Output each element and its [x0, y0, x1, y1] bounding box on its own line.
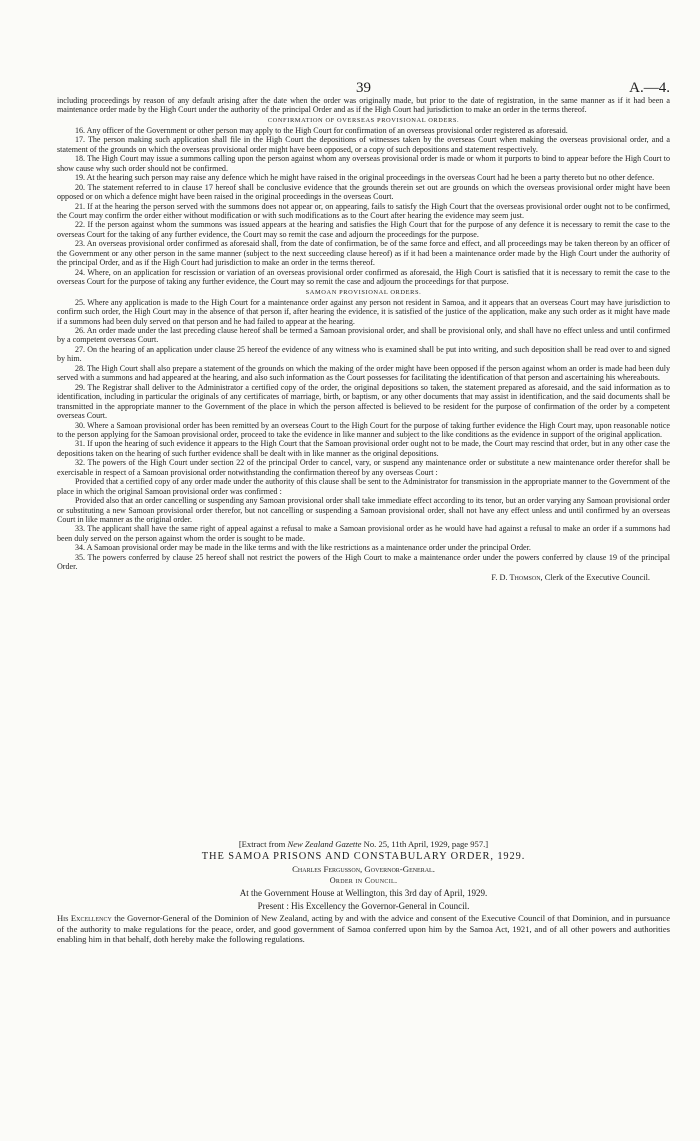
section-heading-samoan: SAMOAN PROVISIONAL ORDERS. [305, 288, 422, 296]
clause-paragraph: 31. If upon the hearing of such evidence it appears to the High Court that the Samoan provisional order ought not to be made, the Court may rescind that order, but in any other case the depositions taken on the hearing of such further evidence shall be dealt with in like manner as the original depositions. [57, 439, 670, 458]
clause-paragraph: 35. The powers conferred by clause 25 hereof shall not restrict the powers of the High Court to make a maintenance order under the powers conferred by clause 19 of the principal Order. [57, 552, 670, 572]
extract-line: [Extract from New Zealand Gazette No. 25, 11th April, 1929, page 957.] [238, 839, 489, 849]
regulations-body [57, 96, 670, 583]
present-line: Present : His Excellency the Governor-General in Council. [257, 900, 470, 911]
order-in-council: Order in Council. [329, 876, 398, 885]
clause-paragraph: 17. The person making such application shall file in the High Court the depositions of witnesses taken by the overseas Court when making the overseas provisional order, and a statement of the grounds on which the overseas provisional order might have been opposed, or a copy of such depositions and statement respectively. [57, 135, 670, 154]
clause-paragraph: 33. The applicant shall have the same right of appeal against a refusal to make a Samoan provisional order as he would have had against a refusal to make an order if a summons had been duly served on the person against whom the order is sought to be made. [57, 524, 670, 543]
signature [57, 573, 670, 584]
place-date: At the Government House at Wellington, this 3rd day of April, 1929. [239, 888, 488, 898]
clause-paragraph: 21. If at the hearing the person served with the summons does not appear or, on appearing, fails to satisfy the High Court that the overseas provisional order ought not to be confirmed, the Court may confirm the order either without modification or with such modifications as to the Court after hearing the evidence may seem just. [57, 201, 670, 220]
clause-paragraph: 34. A Samoan provisional order may be made in the like terms and with the like restrictions as a maintenance order under the principal Order. [75, 543, 531, 553]
clause-paragraph: 22. If the person against whom the summons was issued appears at the hearing and satisfies the High Court that for the purpose of any defence it is necessary to remit the case to the overseas Court for the taking of any further evidence, the Court may so remit the case and adjourn the proceedings for the purpose. [57, 220, 670, 239]
opening-paragraph: including proceedings by reason of any default arising after the date when the order was originally made, but prior to the date of registration, in the same manner as if it had been a maintenance order made by the High Court under the authority of the principal Order and as if the High Court had jurisdiction to make an order in the terms thereof. [57, 96, 670, 115]
gazette-publication: New Zealand Gazette [287, 839, 362, 849]
preamble [57, 913, 670, 945]
governor-line: Charles Fergusson, Governor-General. [292, 864, 435, 874]
document-reference: A.—4. [629, 80, 670, 96]
clause-paragraph: 32. The powers of the High Court under section 22 of the principal Order to cancel, vary, or suspend any maintenance order or substitute a new maintenance order therefor shall be exercisable in respect of a Samoan provisional order notwithstanding the confirmation thereof by any overseas Court : [57, 458, 670, 477]
clause-paragraph: 20. The statement referred to in clause 17 hereof shall be conclusive evidence that the grounds therein set out are grounds on which the overseas provisional order might have been opposed or on which a defence might have been raised in the original proceedings in the overseas Court. [57, 182, 670, 202]
clause-paragraph: 23. An overseas provisional order confirmed as aforesaid shall, from the date of confirmation, be of the same force and effect, and all proceedings may be taken thereon by an officer of the Government or any other person in the same manner (subject to the next succeeding clause hereof) as if it had been a maintenance order made by the High Court under the authority of the principal Order, and as if the High Court had jurisdiction to make an order in the terms thereof. [57, 239, 670, 268]
clause-paragraph: 30. Where a Samoan provisional order has been remitted by an overseas Court to the High Court for the purpose of taking further evidence the High Court may, upon reasonable notice to the person applying for the Samoan provisional order, proceed to take the evidence in like manner and subject to the like conditions as the evidence in support of the original application. [57, 420, 670, 439]
clause-paragraph: 29. The Registrar shall deliver to the Administrator a certified copy of the order, the original depositions so taken, the statement prepared as aforesaid, and the said information as to identification, including in particular the originals of any certificates of marriage, birth, or baptism, or any other documents that may assist in identification, and the said documents shall be transmitted in the appropriate manner to the Government of the place in which the person affected is believed to be resident for the purpose of confirmation of the order by a competent overseas Court. [57, 382, 670, 421]
clause-paragraph: Provided that a certified copy of any order made under the authority of this clause shall be sent to the Administrator for transmission in the appropriate manner to the Government of the place in which the original Samoan provisional order was confirmed : [57, 477, 670, 496]
clause-paragraph: 19. At the hearing such person may raise any defence which he might have raised in the original proceedings in the overseas Court had he been a party thereto but no other defence. [75, 173, 655, 183]
clause-paragraph: 25. Where any application is made to the High Court for a maintenance order against any person not resident in Samoa, and it appears that an overseas Court may have jurisdiction to confirm such order, the High Court may in the absence of that person if, after hearing the evidence, it is satisfied of the justice of the application, make any such order as it might have made if a summons had been duly served on that person and he had failed to appear at the hearing. [57, 297, 670, 326]
clause-paragraph: 27. On the hearing of an application under clause 25 hereof the evidence of any witness who is examined shall be put into writing, and such deposition shall be read over to and signed by him. [57, 344, 670, 364]
page-number: 39 [356, 80, 371, 96]
preamble-text: the Governor-General of the Dominion of New Zealand, acting by and with the advice and consent of the Executive Council of that Dominion, and in pursuance of the authority to make regulations for the peace, order, and good government of Samoa conferred upon him by the Samoa Act, 1921, and of all other powers and authorities enabling him in that behalf, doth hereby make the following regulations. [57, 913, 671, 945]
section-heading-overseas: CONFIRMATION OF OVERSEAS PROVISIONAL ORDERS. [267, 116, 460, 124]
clause-paragraph: 26. An order made under the last preceding clause hereof shall be termed a Samoan provisional order, and shall be provisional only, and shall have no effect unless and until confirmed by a competent overseas Court. [57, 325, 670, 345]
clause-paragraph: Provided also that an order cancelling or suspending any Samoan provisional order shall take immediate effect according to its tenor, but an order varying any Samoan provisional order or substituting a new Samoan provisional order therefor, but not cancelling or suspending a Samoan provisional order, shall not have any effect unless and until confirmed by an overseas Court in like manner as the original order. [57, 496, 670, 525]
signatory-title: , Clerk of the Executive Council. [540, 572, 650, 582]
clause-paragraph: 28. The High Court shall also prepare a statement of the grounds on which the making of the order might have been opposed if the person against whom an order is made had been duly served with a summons and had appeared at the hearing, and also such information as the Court possesses for facilitating the identification of that person and ascertaining his whereabouts. [57, 363, 670, 383]
preamble-lead: His Excellency [57, 913, 112, 923]
samoan-clauses [57, 298, 670, 572]
clause-paragraph: 24. Where, on an application for rescission or variation of an overseas provisional order confirmed as aforesaid, the High Court is satisfied that it is necessary to remit the case to the overseas Court for the purpose of taking any further evidence, the Court may so remit the case and adjourn the proceedings for that purpose. [57, 267, 670, 287]
clause-paragraph: 16. Any officer of the Government or other person may apply to the High Court for confirmation of an overseas provisional order registered as aforesaid. [75, 125, 568, 135]
signatory-name: F. D. Thomson [491, 572, 541, 582]
gazette-extract [57, 838, 670, 945]
overseas-clauses [57, 126, 670, 287]
clause-paragraph: 18. The High Court may issue a summons calling upon the person against whom any overseas provisional order is made or whom it purports to bind to appear before the High Court to show cause why such order should not be confirmed. [57, 154, 670, 173]
order-title: THE SAMOA PRISONS AND CONSTABULARY ORDER, 1929. [201, 851, 526, 862]
